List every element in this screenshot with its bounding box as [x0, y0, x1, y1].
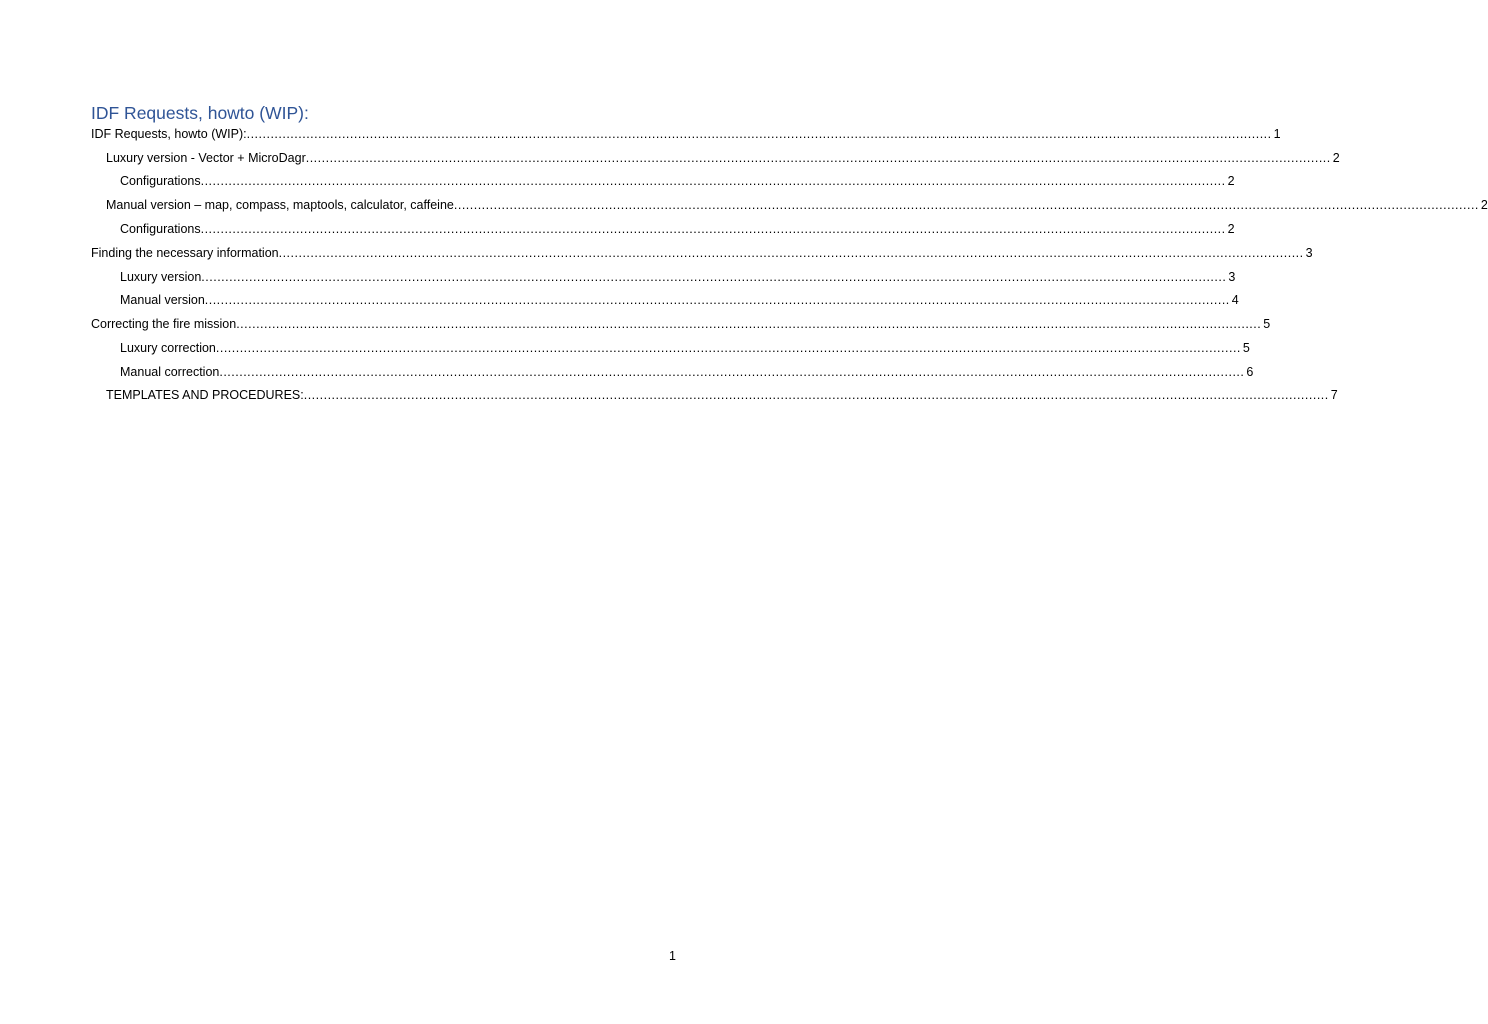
- toc-dot-leader: ..................................................................................................................................................................................................................................................................: [305, 151, 1331, 165]
- toc-dot-leader: ..................................................................................................................................................................................................................................................................: [200, 222, 1226, 236]
- toc-entry-title: Finding the necessary information: [91, 246, 279, 260]
- toc-entry-title: Configurations: [120, 222, 201, 236]
- toc-entry-page: 7: [1330, 388, 1338, 402]
- toc-entry-title: Manual version: [120, 293, 205, 307]
- toc-dot-leader: ..................................................................................................................................................................................................................................................................: [219, 365, 1245, 379]
- toc-entry-title: Configurations: [120, 174, 201, 188]
- toc-entry-title: TEMPLATES AND PROCEDURES:: [106, 388, 304, 402]
- toc-entry-configurations-manual[interactable]: [120, 219, 1235, 239]
- toc-entry-page: 5: [1263, 317, 1271, 331]
- toc-entry-title: Luxury version - Vector + MicroDagr: [106, 151, 306, 165]
- toc-dot-leader: ..................................................................................................................................................................................................................................................................: [201, 270, 1227, 284]
- toc-entry-configurations-luxury[interactable]: [120, 171, 1235, 191]
- toc-dot-leader: ..................................................................................................................................................................................................................................................................: [453, 198, 1479, 212]
- toc-dot-leader: ..................................................................................................................................................................................................................................................................: [303, 388, 1329, 402]
- toc-dot-leader: ..................................................................................................................................................................................................................................................................: [278, 246, 1304, 260]
- page-number: 1: [669, 949, 676, 963]
- toc-entry-manual-version-finding[interactable]: [120, 290, 1239, 310]
- toc-dot-leader: ..................................................................................................................................................................................................................................................................: [204, 293, 1230, 307]
- toc-entry-manual-correction[interactable]: [120, 362, 1254, 382]
- toc-entry-luxury-version[interactable]: [106, 148, 1340, 168]
- toc-entry-manual-version[interactable]: [106, 195, 1488, 215]
- toc-entry-title: Manual version – map, compass, maptools, calculator, caffeine: [106, 198, 454, 212]
- toc-entry-page: 2: [1227, 174, 1235, 188]
- toc-entry-page: 2: [1227, 222, 1235, 236]
- toc-entry-title: Luxury version: [120, 270, 202, 284]
- toc-entry-finding-information[interactable]: [91, 243, 1313, 263]
- toc-entry-title: Correcting the fire mission: [91, 317, 237, 331]
- toc-entry-page: 2: [1332, 151, 1340, 165]
- toc-dot-leader: ..................................................................................................................................................................................................................................................................: [236, 317, 1262, 331]
- toc-entry-title: Luxury correction: [120, 341, 216, 355]
- toc-entry-page: 1: [1273, 127, 1281, 141]
- toc-entry-templates-procedures[interactable]: [106, 385, 1338, 405]
- toc-entry-page: 2: [1480, 198, 1488, 212]
- toc-entry-page: 5: [1242, 341, 1250, 355]
- toc-entry-page: 3: [1228, 270, 1236, 284]
- toc-entry-title: IDF Requests, howto (WIP):: [91, 127, 247, 141]
- toc-entry-page: 6: [1246, 365, 1254, 379]
- toc-entry-idf-requests[interactable]: [91, 124, 1281, 144]
- toc-dot-leader: ..................................................................................................................................................................................................................................................................: [200, 174, 1226, 188]
- toc-entry-luxury-version-finding[interactable]: [120, 267, 1236, 287]
- toc-entry-correcting-fire-mission[interactable]: [91, 314, 1271, 334]
- toc-entry-page: 3: [1305, 246, 1313, 260]
- toc-entry-page: 4: [1231, 293, 1239, 307]
- toc-heading: IDF Requests, howto (WIP):: [91, 103, 309, 123]
- toc-entry-luxury-correction[interactable]: [120, 338, 1250, 358]
- toc-entry-title: Manual correction: [120, 365, 220, 379]
- toc-dot-leader: ..................................................................................................................................................................................................................................................................: [246, 127, 1272, 141]
- toc-dot-leader: ..................................................................................................................................................................................................................................................................: [215, 341, 1241, 355]
